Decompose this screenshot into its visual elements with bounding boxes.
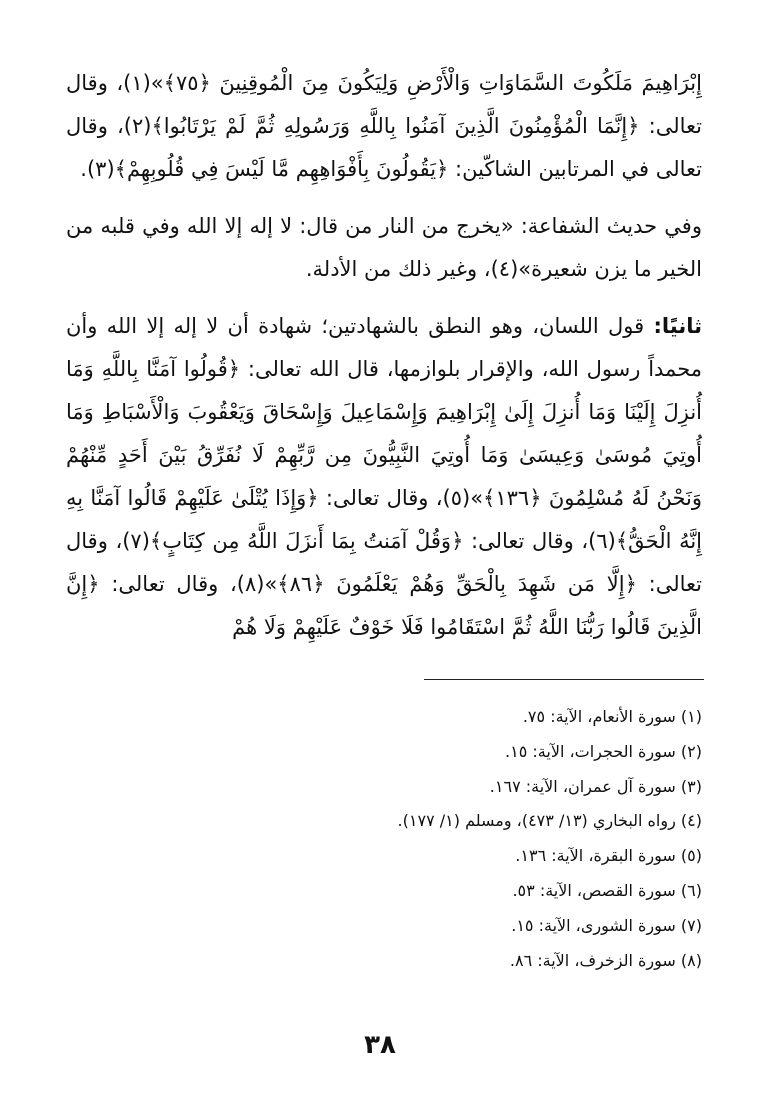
footnote-item: (٧) سورة الشورى، الآية: ١٥.: [511, 915, 702, 935]
footnote-item: (٢) سورة الحجرات، الآية: ١٥.: [505, 741, 702, 761]
footnote-item: (٨) سورة الزخرف، الآية: ٨٦.: [509, 950, 702, 970]
footnote-item: (٦) سورة القصص، الآية: ٥٣.: [512, 880, 702, 900]
page-number: ٣٨: [364, 1030, 396, 1060]
footnote-item: (٥) سورة البقرة، الآية: ١٣٦.: [515, 846, 702, 866]
footnote-item: (١) سورة الأنعام، الآية: ٧٥.: [522, 707, 702, 726]
paragraph-1: إِبْرَاهِيمَ مَلَكُوتَ السَّمَاوَاتِ وَالْأَرْضِ وَلِيَكُونَ مِنَ الْمُوقِنِينَ ﴿٧٥﴾»(١)، وقال تعالى: ﴿إِنَّمَا الْمُؤْمِنُونَ الَّذِينَ آمَنُوا بِاللَّهِ وَرَسُولِهِ ثُمَّ لَمْ يَرْتَابُوا﴾(٢)، وقال تعالى في المرتابين الشاكّين: ﴿يَقُولُونَ بِأَفْوَاهِهِم مَّا لَيْسَ فِي قُلُوبِهِمْ﴾(٣).: [66, 71, 703, 181]
paragraph-3-text: قول اللسان، وهو النطق بالشهادتين؛ شهادة أن لا إله إلا الله وأن محمداً رسول الله، والإقرار بلوازمها، قال الله تعالى: ﴿قُولُوا آمَنَّا بِاللَّهِ وَمَا أُنزِلَ إِلَيْنَا وَمَا أُنزِلَ إِلَىٰ إِبْرَاهِيمَ وَإِسْمَاعِيلَ وَإِسْحَاقَ وَيَعْقُوبَ وَالْأَسْبَاطِ وَمَا أُوتِيَ مُوسَىٰ وَعِيسَىٰ وَمَا أُوتِيَ النَّبِيُّونَ مِن رَّبِّهِمْ لَا نُفَرِّقُ بَيْنَ أَحَدٍ مِّنْهُمْ وَنَحْنُ لَهُ مُسْلِمُونَ ﴿١٣٦﴾»(٥)، وقال تعالى: ﴿وَإِذَا يُتْلَىٰ عَلَيْهِمْ قَالُوا آمَنَّا بِهِ إِنَّهُ الْحَقُّ﴾(٦)، وقال تعالى: ﴿وَقُلْ آمَنتُ بِمَا أَنزَلَ اللَّهُ مِن كِتَابٍ﴾(٧)، وقال تعالى: ﴿إِلَّا مَن شَهِدَ بِالْحَقِّ وَهُمْ يَعْلَمُونَ ﴿٨٦﴾»(٨)، وقال تعالى: ﴿إِنَّ الَّذِينَ قَالُوا رَبُّنَا اللَّهُ ثُمَّ اسْتَقَامُوا فَلَا خَوْفٌ عَلَيْهِمْ وَلَا هُمْ: [66, 314, 703, 639]
paragraph-3: [66, 305, 702, 649]
main-text: [66, 62, 702, 663]
footnote-item: (٣) سورة آل عمران، الآية: ١٦٧.: [489, 776, 702, 796]
footnote-divider: [424, 679, 704, 680]
footnotes-list: [66, 700, 702, 978]
paragraph-3-label: ثانيًا:: [653, 314, 702, 338]
paragraph-2: وفي حديث الشفاعة: «يخرج من النار من قال: لا إله إلا الله وفي قلبه من الخير ما يزن شعيرة»(٤)، وغير ذلك من الأدلة.: [66, 214, 702, 281]
footnote-item: (٤) رواه البخاري (١٣/ ٤٧٣)، ومسلم (١/ ١٧٧).: [397, 811, 702, 831]
